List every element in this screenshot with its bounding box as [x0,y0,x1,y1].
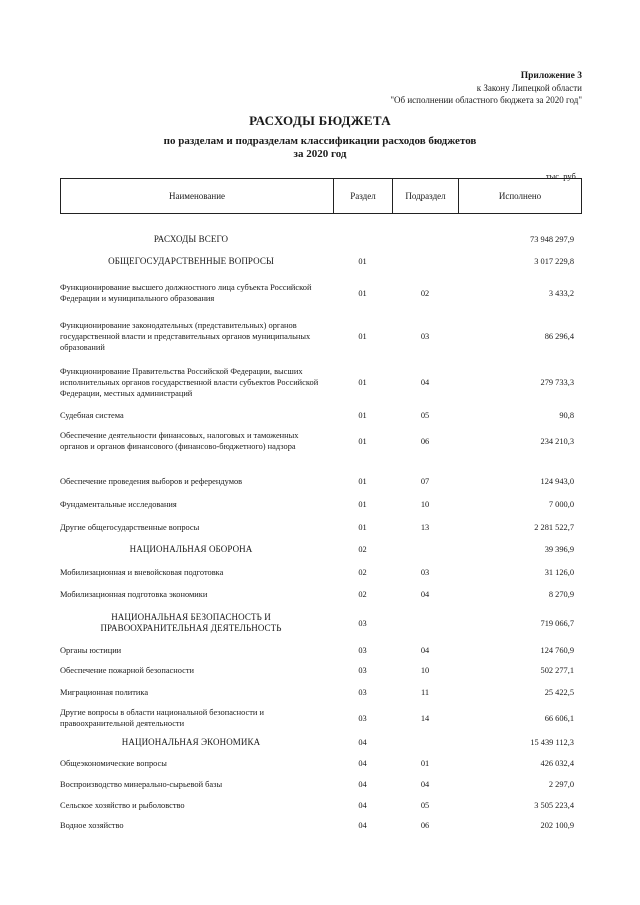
row-name: Мобилизационная подготовка экономики [60,590,208,599]
row-section: 04 [358,780,367,789]
row-subsection: 06 [420,821,430,830]
row-subsection: 04 [420,590,430,599]
row-name: Функционирование Правительства Российской Федерации, высших исполнительных органов государственной власти субъектов Российской Федерации, местных администраций [60,367,319,398]
row-value: 39 396,9 [544,545,574,554]
row-section: 02 [358,545,367,554]
row-value: 73 948 297,9 [530,235,574,244]
row-value: 502 277,1 [540,666,574,675]
row-value: 25 422,5 [544,688,574,697]
row-section: 03 [358,713,367,723]
row-subsection: 13 [420,523,430,532]
header-executed: Исполнено [498,191,542,201]
row-name: Органы юстиции [60,646,122,655]
row-name: РАСХОДЫ ВСЕГО [153,234,229,244]
row-name: НАЦИОНАЛЬНАЯ БЕЗОПАСНОСТЬ И ПРАВООХРАНИТЕЛЬНАЯ ДЕЯТЕЛЬНОСТЬ [100,612,282,633]
row-name: Функционирование высшего должностного лица субъекта Российской Федерации и муниципального образования [60,283,312,303]
row-subsection: 05 [420,411,430,420]
row-name: Обеспечение деятельности финансовых, налоговых и таможенных органов и органов финансового (финансово-бюджетного) надзора [60,431,299,451]
row-name: Мобилизационная и вневойсковая подготовка [60,568,224,577]
row-subsection: 10 [420,500,430,509]
row-name: Воспроизводство минерально-сырьевой базы [60,780,223,789]
row-section: 01 [358,332,367,341]
row-section: 03 [358,688,367,697]
row-value: 8 270,9 [548,590,574,599]
row-subsection: 14 [420,713,430,723]
row-value: 3 505 223,4 [534,801,574,810]
row-name: НАЦИОНАЛЬНАЯ ОБОРОНА [129,544,253,554]
row-value: 2 281 522,7 [534,523,574,532]
row-value: 90,8 [559,411,574,420]
row-section: 01 [358,257,367,266]
row-value: 719 066,7 [540,618,574,628]
row-section: 01 [358,523,367,532]
row-subsection: 01 [420,759,430,768]
row-subsection: 07 [420,477,430,486]
appendix-number: Приложение 3 [520,71,582,81]
row-section: 04 [358,738,367,747]
row-subsection: 11 [420,688,430,697]
row-name: Фундаментальные исследования [60,500,177,509]
row-name: Общеэкономические вопросы [60,759,167,768]
row-subsection: 05 [420,801,430,810]
header-subsection: Подраздел [393,179,459,213]
row-section: 01 [358,436,367,446]
row-value: 426 032,4 [540,759,574,768]
row-value: 124 943,0 [540,477,574,486]
row-subsection: 03 [420,568,430,577]
appendix-law-title: "Об исполнении областного бюджета за 2020 год" [390,95,582,105]
row-name: ОБЩЕГОСУДАРСТВЕННЫЕ ВОПРОСЫ [108,256,274,266]
row-name: Другие вопросы в области национальной безопасности и правоохранительной деятельности [60,708,264,728]
row-value: 2 297,0 [548,780,574,789]
appendix-note [390,70,582,106]
row-section: 04 [358,821,367,830]
row-value: 86 296,4 [544,332,574,341]
row-name: Другие общегосударственные вопросы [60,523,200,532]
row-name: Сельское хозяйство и рыболовство [60,801,185,810]
document-subtitle: по разделам и подразделам классификации расходов бюджетов [163,135,477,147]
row-section: 02 [358,568,367,577]
row-section: 01 [358,477,367,486]
row-name: Судебная система [60,411,124,420]
row-subsection: 02 [420,288,430,298]
row-value: 279 733,3 [540,378,574,387]
document-title-block [0,113,640,160]
row-section: 01 [358,288,367,298]
row-value: 66 606,1 [544,713,574,723]
row-subsection: 06 [420,436,430,446]
row-value: 234 210,3 [540,436,574,446]
table-header [60,178,582,214]
appendix-law: к Закону Липецкой области [476,83,582,93]
row-subsection: 04 [420,780,430,789]
row-subsection: 04 [420,646,430,655]
row-section: 04 [358,759,367,768]
units-label: тыс. руб. [545,171,578,181]
row-name: Миграционная политика [60,688,149,697]
row-section: 02 [358,590,367,599]
row-section: 01 [358,500,367,509]
row-value: 124 760,9 [540,646,574,655]
row-value: 3 017 229,8 [534,257,574,266]
row-name: Функционирование законодательных (представительных) органов государственной власти и представительных органов муниципальных образований [60,321,311,352]
row-subsection: 10 [420,666,430,675]
row-section: 03 [358,646,367,655]
header-name: Наименование [61,179,334,213]
row-section: 01 [358,411,367,420]
row-value: 202 100,9 [540,821,574,830]
row-subsection: 03 [420,332,430,341]
row-value: 3 433,2 [548,288,574,298]
row-section: 01 [358,378,367,387]
row-section: 04 [358,801,367,810]
row-name: Водное хозяйство [60,821,124,830]
header-section: Раздел [334,179,393,213]
row-section: 03 [358,666,367,675]
row-subsection: 04 [420,378,430,387]
row-name: Обеспечение проведения выборов и референдумов [60,477,243,486]
document-period: за 2020 год [293,148,347,160]
row-name: НАЦИОНАЛЬНАЯ ЭКОНОМИКА [121,737,261,747]
row-value: 31 126,0 [544,568,574,577]
row-value: 15 439 112,3 [530,738,574,747]
row-value: 7 000,0 [548,500,574,509]
document-title: РАСХОДЫ БЮДЖЕТА [249,113,391,128]
row-section: 03 [358,618,367,628]
row-name: Обеспечение пожарной безопасности [60,666,195,675]
